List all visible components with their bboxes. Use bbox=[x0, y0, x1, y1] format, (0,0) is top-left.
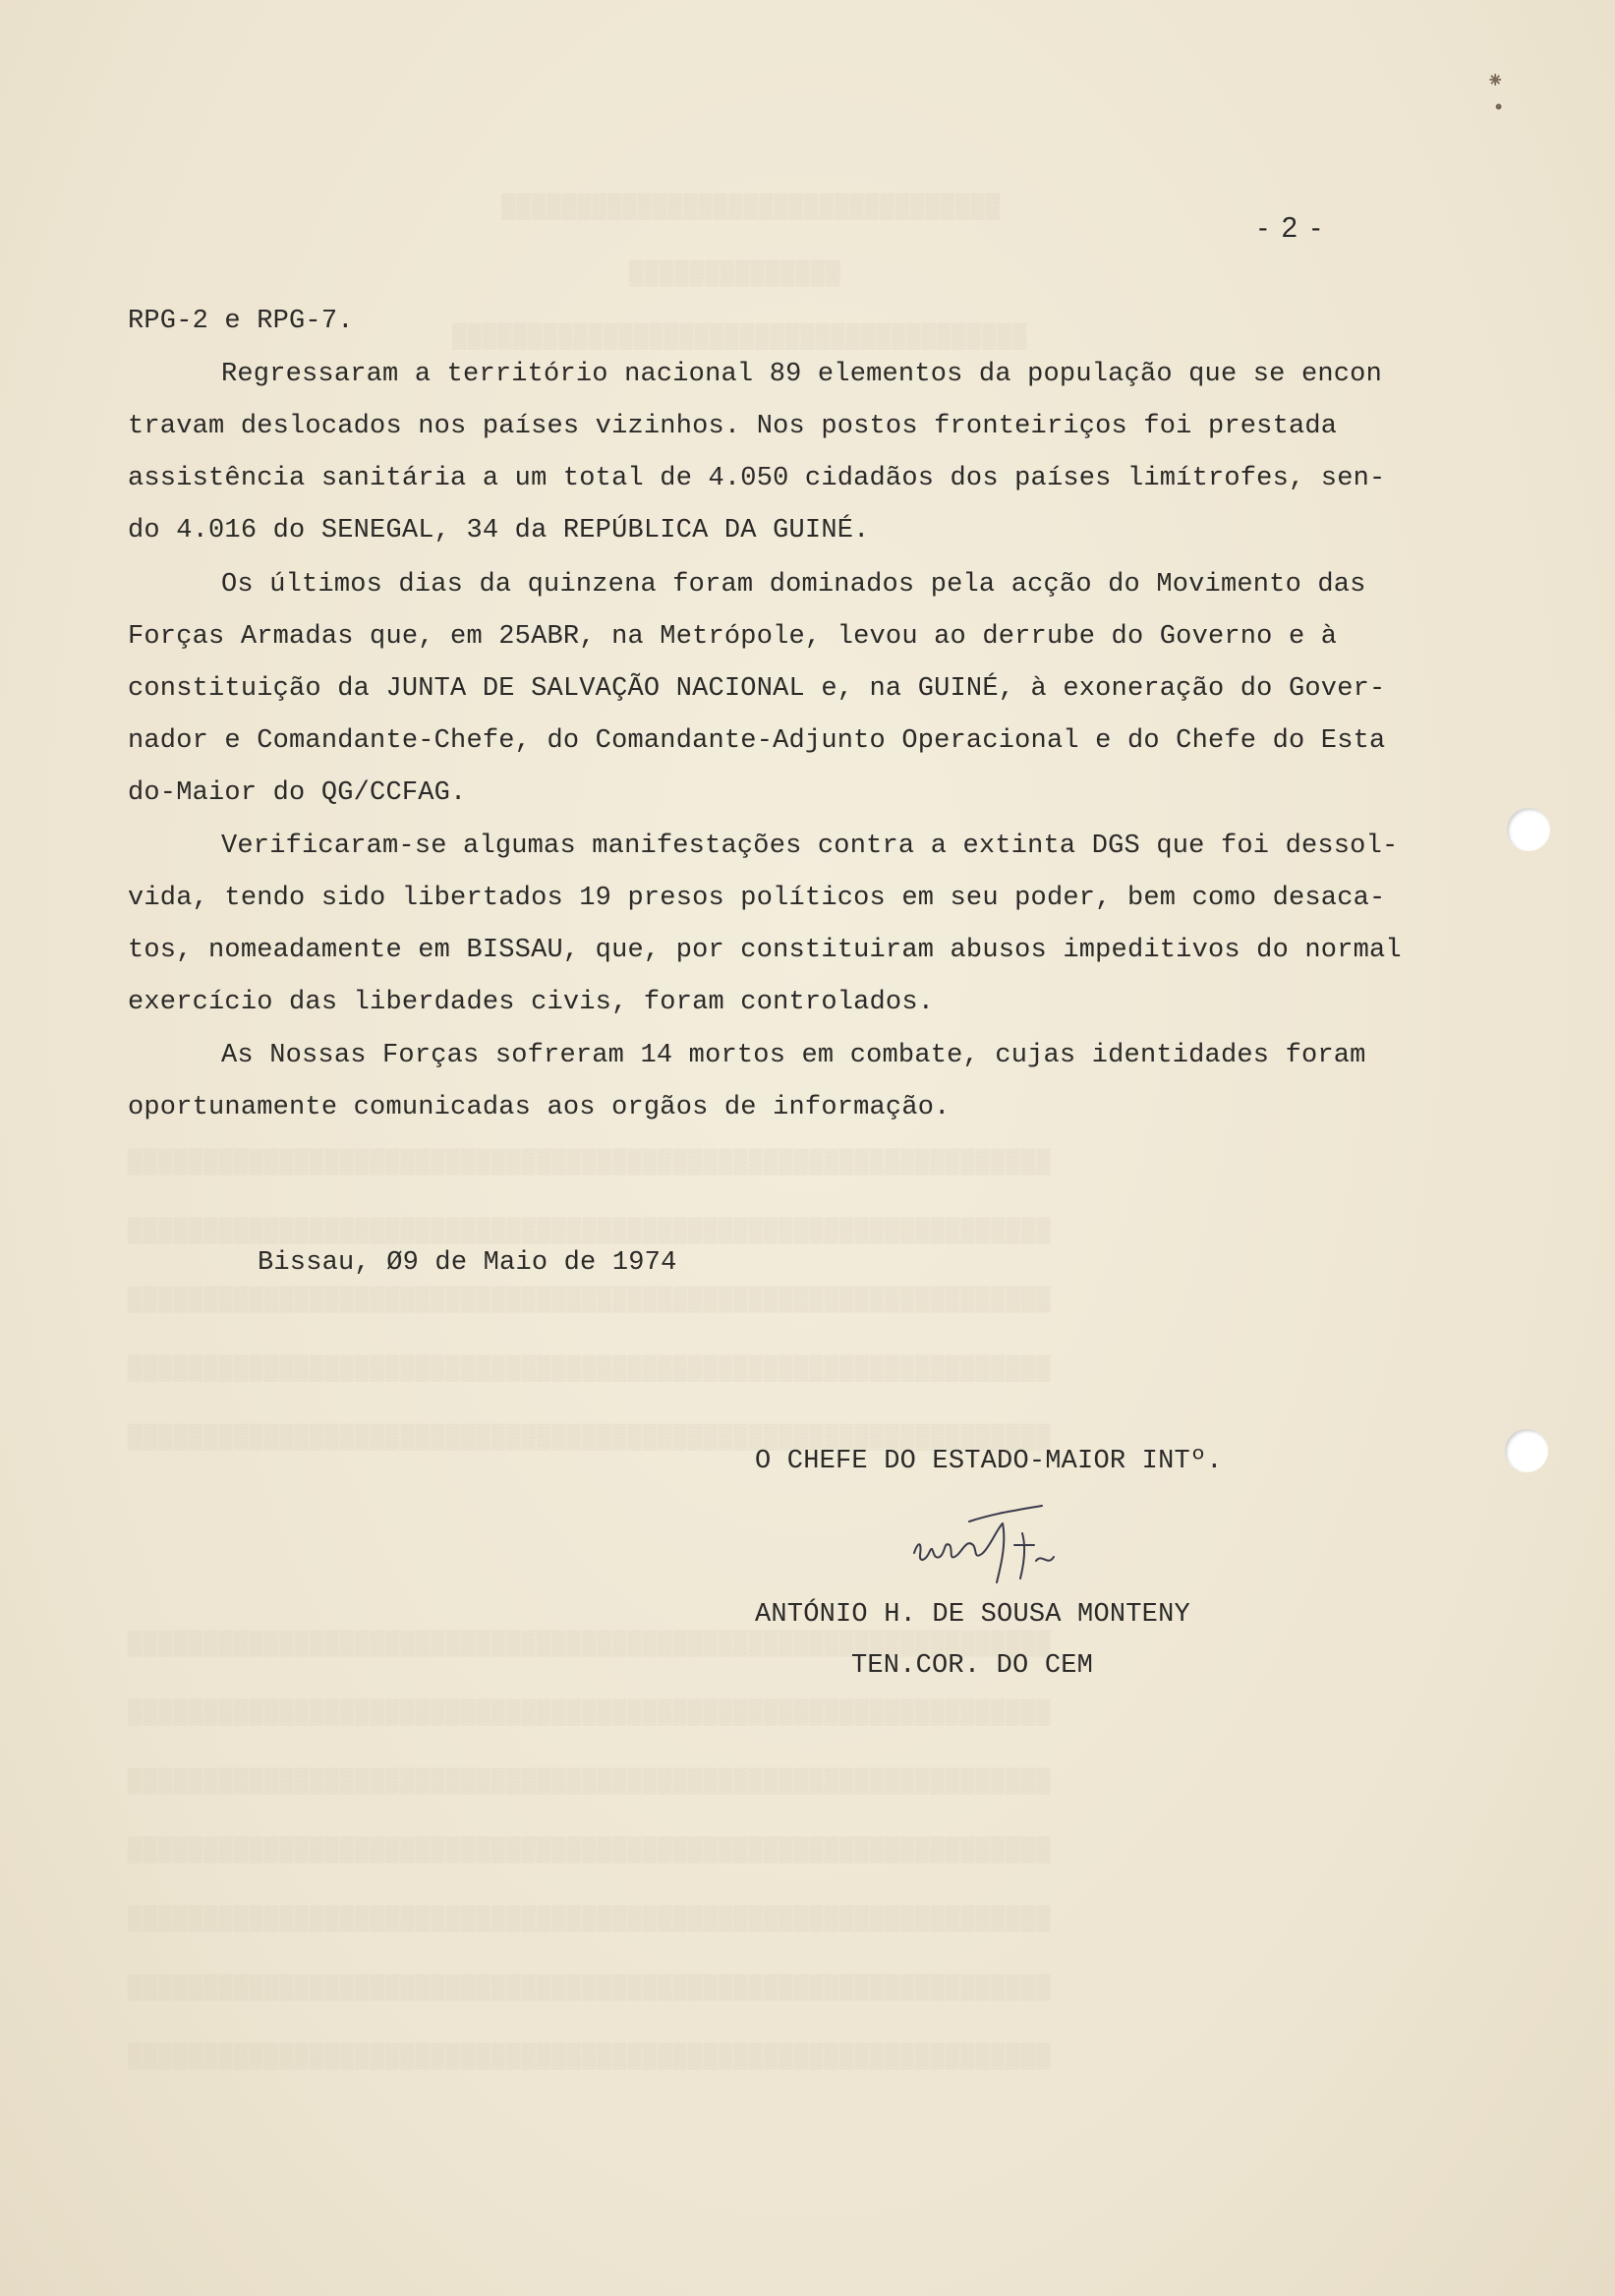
text-line: nador e Comandante-Chefe, do Comandante-Adjunto Operacional e do Chefe do Esta bbox=[128, 726, 1386, 756]
bleed-through-text: ▒▒▒▒▒▒▒▒▒▒▒▒▒▒▒▒▒▒▒▒▒▒▒▒▒▒▒▒▒▒▒▒▒▒▒▒▒▒▒▒▒▒▒▒▒▒▒▒▒▒▒▒▒▒▒▒▒▒▒▒▒ bbox=[128, 2044, 1052, 2071]
page-number: - 2 - bbox=[1258, 212, 1324, 244]
text-line: tos, nomeadamente em BISSAU, que, por constituiram abusos impeditivos do normal bbox=[128, 936, 1402, 965]
text-line: Verificaram-se algumas manifestações contra a extinta DGS que foi dessol- bbox=[221, 832, 1399, 861]
bleed-through-text: ▒▒▒▒▒▒▒▒▒▒▒▒▒▒▒▒▒▒▒▒▒▒▒▒▒▒▒▒▒▒▒▒▒▒▒▒▒▒▒▒▒▒▒▒▒▒▒▒▒▒▒▒▒▒▒▒▒▒▒▒▒ bbox=[128, 1838, 1052, 1865]
bleed-through-text: ▒▒▒▒▒▒▒▒▒▒▒▒▒▒▒▒▒▒▒▒▒▒▒▒▒▒▒▒▒▒▒▒▒▒▒▒▒▒▒▒▒▒▒▒▒▒▒▒▒▒▒▒▒▒▒▒▒▒▒▒▒ bbox=[128, 1219, 1052, 1245]
bleed-through-text: ▒▒▒▒▒▒▒▒▒▒▒▒▒▒▒▒▒▒▒▒▒▒▒▒▒▒▒▒▒▒▒▒▒▒▒▒▒▒▒▒▒▒▒▒▒▒▒▒▒▒▒▒▒▒▒▒▒▒▒▒▒ bbox=[128, 1976, 1052, 2002]
text-line: do-Maior do QG/CCFAG. bbox=[128, 778, 467, 808]
bleed-through-text: ▒▒▒▒▒▒▒▒▒▒▒▒▒▒▒▒▒▒▒▒▒▒▒▒▒▒▒▒▒▒▒▒▒▒▒▒▒▒ bbox=[452, 324, 1028, 351]
text-line: Os últimos dias da quinzena foram dominados pela acção do Movimento das bbox=[221, 570, 1366, 600]
text-line: exercício das liberdades civis, foram controlados. bbox=[128, 988, 935, 1017]
staple-mark-icon: • bbox=[1492, 96, 1506, 121]
bleed-through-text: ▒▒▒▒▒▒▒▒▒▒▒▒▒▒▒▒▒▒▒▒▒▒▒▒▒▒▒▒▒▒▒▒▒▒▒▒▒▒▒▒▒▒▒▒▒▒▒▒▒▒▒▒▒▒▒▒▒▒▒▒▒ bbox=[128, 1150, 1052, 1177]
text-line: oportunamente comunicadas aos orgãos de informação. bbox=[128, 1093, 951, 1122]
bleed-through-text: ▒▒▒▒▒▒▒▒▒▒▒▒▒▒▒▒▒▒▒▒▒▒▒▒▒▒▒▒▒▒▒▒▒▒▒▒▒▒▒▒▒▒▒▒▒▒▒▒▒▒▒▒▒▒▒▒▒▒▒▒▒ bbox=[128, 1769, 1052, 1796]
staple-mark-icon: ⁕ bbox=[1486, 70, 1505, 94]
text-line: travam deslocados nos países vizinhos. Nos postos fronteiriços foi prestada bbox=[128, 412, 1338, 441]
date-line: Bissau, Ø9 de Maio de 1974 bbox=[258, 1248, 677, 1278]
punch-hole-icon bbox=[1507, 808, 1550, 851]
signatory-name: ANTÓNIO H. DE SOUSA MONTENY bbox=[755, 1600, 1190, 1630]
text-line: As Nossas Forças sofreram 14 mortos em combate, cujas identidades foram bbox=[221, 1041, 1366, 1070]
text-line: vida, tendo sido libertados 19 presos políticos em seu poder, bem como desaca- bbox=[128, 884, 1386, 913]
bleed-through-text: ▒▒▒▒▒▒▒▒▒▒▒▒▒▒▒▒▒▒▒▒▒▒▒▒▒▒▒▒▒▒▒▒▒▒▒▒▒▒▒▒▒▒▒▒▒▒▒▒▒▒▒▒▒▒▒▒▒▒▒▒▒ bbox=[128, 1288, 1052, 1314]
bleed-through-text: ▒▒▒▒▒▒▒▒▒▒▒▒▒▒ bbox=[629, 261, 841, 288]
text-line: assistência sanitária a um total de 4.050 cidadãos dos países limítrofes, sen- bbox=[128, 464, 1386, 493]
signatory-title: O CHEFE DO ESTADO-MAIOR INTº. bbox=[755, 1447, 1223, 1476]
signatory-rank: TEN.COR. DO CEM bbox=[851, 1651, 1094, 1681]
text-line: RPG-2 e RPG-7. bbox=[128, 307, 354, 336]
handwritten-signature bbox=[904, 1484, 1140, 1592]
text-line: constituição da JUNTA DE SALVAÇÃO NACIONAL e, na GUINÉ, à exoneração do Gover- bbox=[128, 674, 1386, 704]
bleed-through-text: ▒▒▒▒▒▒▒▒▒▒▒▒▒▒▒▒▒▒▒▒▒▒▒▒▒▒▒▒▒▒▒▒▒▒▒▒▒▒▒▒▒▒▒▒▒▒▒▒▒▒▒▒▒▒▒▒▒▒▒▒▒ bbox=[128, 1356, 1052, 1383]
bleed-through-text: ▒▒▒▒▒▒▒▒▒▒▒▒▒▒▒▒▒▒▒▒▒▒▒▒▒▒▒▒▒▒▒▒▒▒▒▒▒▒▒▒▒▒▒▒▒▒▒▒▒▒▒▒▒▒▒▒▒▒▒▒▒ bbox=[128, 1907, 1052, 1933]
text-line: Forças Armadas que, em 25ABR, na Metrópole, levou ao derrube do Governo e à bbox=[128, 622, 1338, 652]
text-line: do 4.016 do SENEGAL, 34 da REPÚBLICA DA GUINÉ. bbox=[128, 516, 870, 545]
bleed-through-text: ▒▒▒▒▒▒▒▒▒▒▒▒▒▒▒▒▒▒▒▒▒▒▒▒▒▒▒▒▒▒▒▒▒▒▒▒▒▒▒▒▒▒▒▒▒▒▒▒▒▒▒▒▒▒▒▒▒▒▒▒▒ bbox=[128, 1425, 1052, 1452]
punch-hole-icon bbox=[1505, 1429, 1548, 1472]
bleed-through-text: ▒▒▒▒▒▒▒▒▒▒▒▒▒▒▒▒▒▒▒▒▒▒▒▒▒▒▒▒▒▒▒▒▒▒▒▒▒▒▒▒▒▒▒▒▒▒▒▒▒▒▒▒▒▒▒▒▒▒▒▒▒ bbox=[128, 1700, 1052, 1727]
bleed-through-text: ▒▒▒▒▒▒▒▒▒▒▒▒▒▒▒▒▒▒▒▒▒▒▒▒▒▒▒▒▒▒▒▒▒ bbox=[501, 195, 1002, 221]
text-line: Regressaram a território nacional 89 elementos da população que se encon bbox=[221, 360, 1382, 389]
bleed-through-text: ▒▒▒▒▒▒▒▒▒▒▒▒▒▒▒▒▒▒▒▒▒▒▒▒▒▒▒▒▒▒▒▒▒▒▒▒▒▒▒▒▒▒▒▒▒▒▒▒▒▒▒▒▒▒▒▒▒▒▒▒▒ bbox=[128, 1632, 1052, 1658]
